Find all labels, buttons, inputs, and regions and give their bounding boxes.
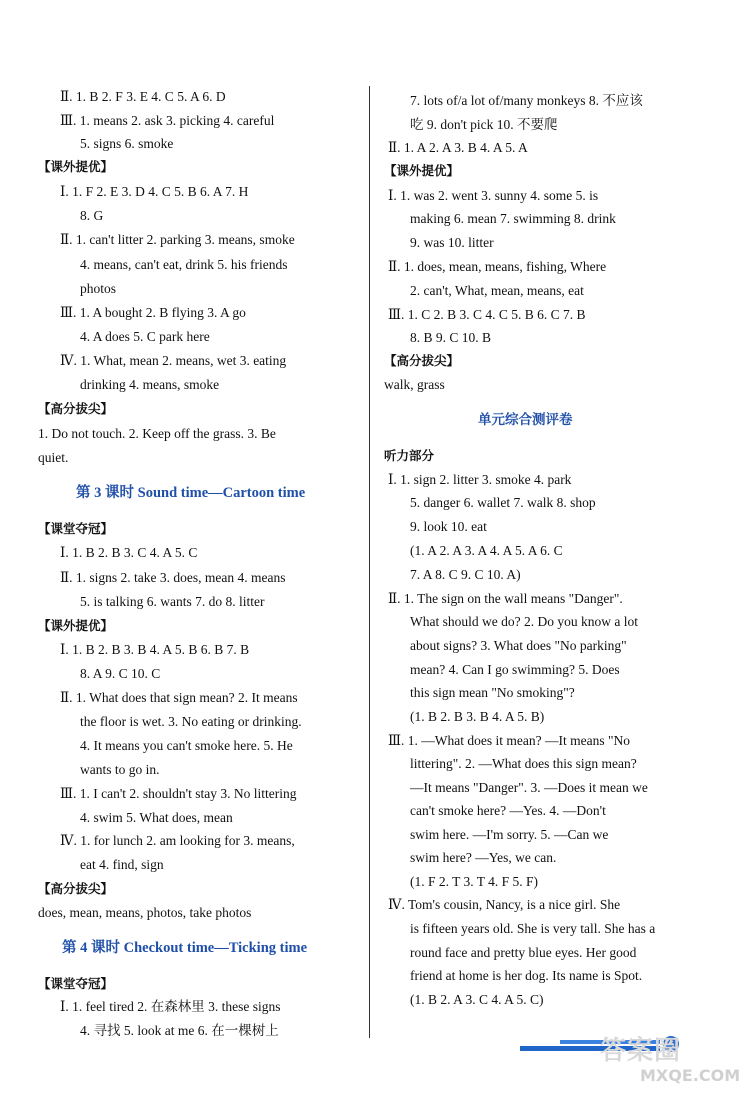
answer-line: quiet.: [38, 450, 69, 465]
answer-line: 8. B 9. C 10. B: [410, 330, 492, 345]
answer-line: (1. A 2. A 3. A 4. A 5. A 6. C: [410, 543, 563, 558]
answer-line: mean? 4. Can I go swimming? 5. Does: [410, 662, 620, 677]
answer-line: 9. look 10. eat: [410, 519, 487, 534]
section-label: 【课堂夺冠】: [38, 976, 114, 991]
answer-line: 5. is talking 6. wants 7. do 8. litter: [80, 594, 265, 609]
answer-line: does, mean, means, photos, take photos: [38, 905, 252, 920]
answer-line: Ⅲ. 1. —What does it mean? —It means "No: [388, 733, 630, 748]
answer-line: about signs? 3. What does "No parking": [410, 638, 627, 653]
answer-line: 9. was 10. litter: [410, 235, 494, 250]
answer-line: Ⅱ. 1. The sign on the wall means "Danger".: [388, 591, 623, 606]
section-label: 【课外提优】: [38, 618, 114, 633]
answer-line: 8. G: [80, 208, 104, 223]
answer-line: Ⅰ. 1. was 2. went 3. sunny 4. some 5. is: [388, 188, 599, 203]
answer-line: Ⅰ. 1. feel tired 2. 在森林里 3. these signs: [60, 999, 281, 1014]
answer-line: making 6. mean 7. swimming 8. drink: [410, 211, 616, 226]
answer-line: Ⅰ. 1. F 2. E 3. D 4. C 5. B 6. A 7. H: [60, 184, 249, 199]
answer-line: round face and pretty blue eyes. Her good: [410, 945, 637, 960]
answer-line: Ⅳ. 1. What, mean 2. means, wet 3. eating: [60, 353, 287, 368]
answer-line: 5. signs 6. smoke: [80, 136, 174, 151]
answer-line: 吃 9. don't pick 10. 不要爬: [410, 117, 558, 132]
answer-line: 2. can't, What, mean, means, eat: [410, 283, 584, 298]
section-label: 【高分拔尖】: [384, 353, 460, 368]
answer-line: 4. A does 5. C park here: [80, 329, 210, 344]
answer-line: Ⅱ. 1. signs 2. take 3. does, mean 4. means: [60, 570, 286, 585]
answer-line: friend at home is her dog. Its name is Spot.: [410, 968, 643, 983]
section-label: 【高分拔尖】: [38, 401, 114, 416]
answer-line: eat 4. find, sign: [80, 857, 164, 872]
right-column: [372, 0, 750, 1100]
answer-line: walk, grass: [384, 377, 445, 392]
answer-line: (1. B 2. A 3. C 4. A 5. C): [410, 992, 544, 1007]
section-label: 【课堂夺冠】: [38, 521, 114, 536]
answer-line: Ⅱ. 1. B 2. F 3. E 4. C 5. A 6. D: [60, 89, 226, 104]
answer-line: 8. A 9. C 10. C: [80, 666, 161, 681]
watermark-logo: 答案圈: [600, 1036, 682, 1066]
answer-line: Ⅰ. 1. B 2. B 3. C 4. A 5. C: [60, 545, 198, 560]
lesson-heading: 第 3 课时 Sound time—Cartoon time: [76, 485, 306, 501]
answer-line: 4. swim 5. What does, mean: [80, 810, 233, 825]
answer-line: 4. 寻找 5. look at me 6. 在一棵树上: [80, 1023, 279, 1038]
answer-line: Ⅲ. 1. A bought 2. B flying 3. A go: [60, 305, 246, 320]
answer-line: Ⅱ. 1. What does that sign mean? 2. It means: [60, 690, 298, 705]
answer-line: swim here? —Yes, we can.: [410, 850, 557, 865]
answer-line: Ⅱ. 1. A 2. A 3. B 4. A 5. A: [388, 140, 528, 155]
answer-line: Ⅰ. 1. B 2. B 3. B 4. A 5. B 6. B 7. B: [60, 642, 250, 657]
answer-line: Ⅲ. 1. C 2. B 3. C 4. C 5. B 6. C 7. B: [388, 307, 586, 322]
answer-line: wants to go in.: [80, 762, 160, 777]
answer-line: drinking 4. means, smoke: [80, 377, 220, 392]
answer-line: swim here. —I'm sorry. 5. —Can we: [410, 827, 609, 842]
answer-line: Ⅱ. 1. does, mean, means, fishing, Where: [388, 259, 607, 274]
answer-line: Ⅰ. 1. sign 2. litter 3. smoke 4. park: [388, 472, 572, 487]
section-label: 【课外提优】: [38, 159, 114, 174]
lesson-heading: 第 4 课时 Checkout time—Ticking time: [62, 940, 308, 956]
answer-line: littering". 2. —What does this sign mean?: [410, 756, 637, 771]
answer-line: 7. lots of/a lot of/many monkeys 8. 不应该: [410, 93, 643, 108]
left-column: [0, 0, 368, 1100]
answer-line: this sign mean "No smoking"?: [410, 685, 575, 700]
answer-line: Ⅱ. 1. can't litter 2. parking 3. means, smoke: [60, 232, 295, 247]
answer-line: 1. Do not touch. 2. Keep off the grass. 3. Be: [38, 426, 276, 441]
section-label: 【课外提优】: [384, 163, 460, 178]
answer-line: can't smoke here? —Yes. 4. —Don't: [410, 803, 606, 818]
section-label: 【高分拔尖】: [38, 881, 114, 896]
answer-line: Ⅳ. 1. for lunch 2. am looking for 3. means,: [60, 833, 295, 848]
answer-line: 4. means, can't eat, drink 5. his friends: [80, 257, 288, 272]
section-label: 听力部分: [384, 448, 435, 463]
answer-line: —It means "Danger". 3. —Does it mean we: [410, 780, 648, 795]
answer-line: 4. It means you can't smoke here. 5. He: [80, 738, 293, 753]
answer-line: Ⅲ. 1. I can't 2. shouldn't stay 3. No littering: [60, 786, 297, 801]
watermark-url: MXQE.COM: [640, 1066, 741, 1085]
answer-line: Ⅳ. Tom's cousin, Nancy, is a nice girl. She: [388, 897, 621, 912]
column-divider: [369, 86, 370, 1038]
answer-line: (1. B 2. B 3. B 4. A 5. B): [410, 709, 545, 724]
answer-line: the floor is wet. 3. No eating or drinking.: [80, 714, 302, 729]
answer-line: 5. danger 6. wallet 7. walk 8. shop: [410, 495, 596, 510]
answer-line: What should we do? 2. Do you know a lot: [410, 614, 638, 629]
answer-line: 7. A 8. C 9. C 10. A): [410, 567, 521, 582]
answer-line: (1. F 2. T 3. T 4. F 5. F): [410, 874, 539, 889]
answer-line: photos: [80, 281, 117, 296]
answer-line: is fifteen years old. She is very tall. She has a: [410, 921, 656, 936]
lesson-heading: 单元综合测评卷: [478, 412, 573, 428]
answer-line: Ⅲ. 1. means 2. ask 3. picking 4. careful: [60, 113, 275, 128]
